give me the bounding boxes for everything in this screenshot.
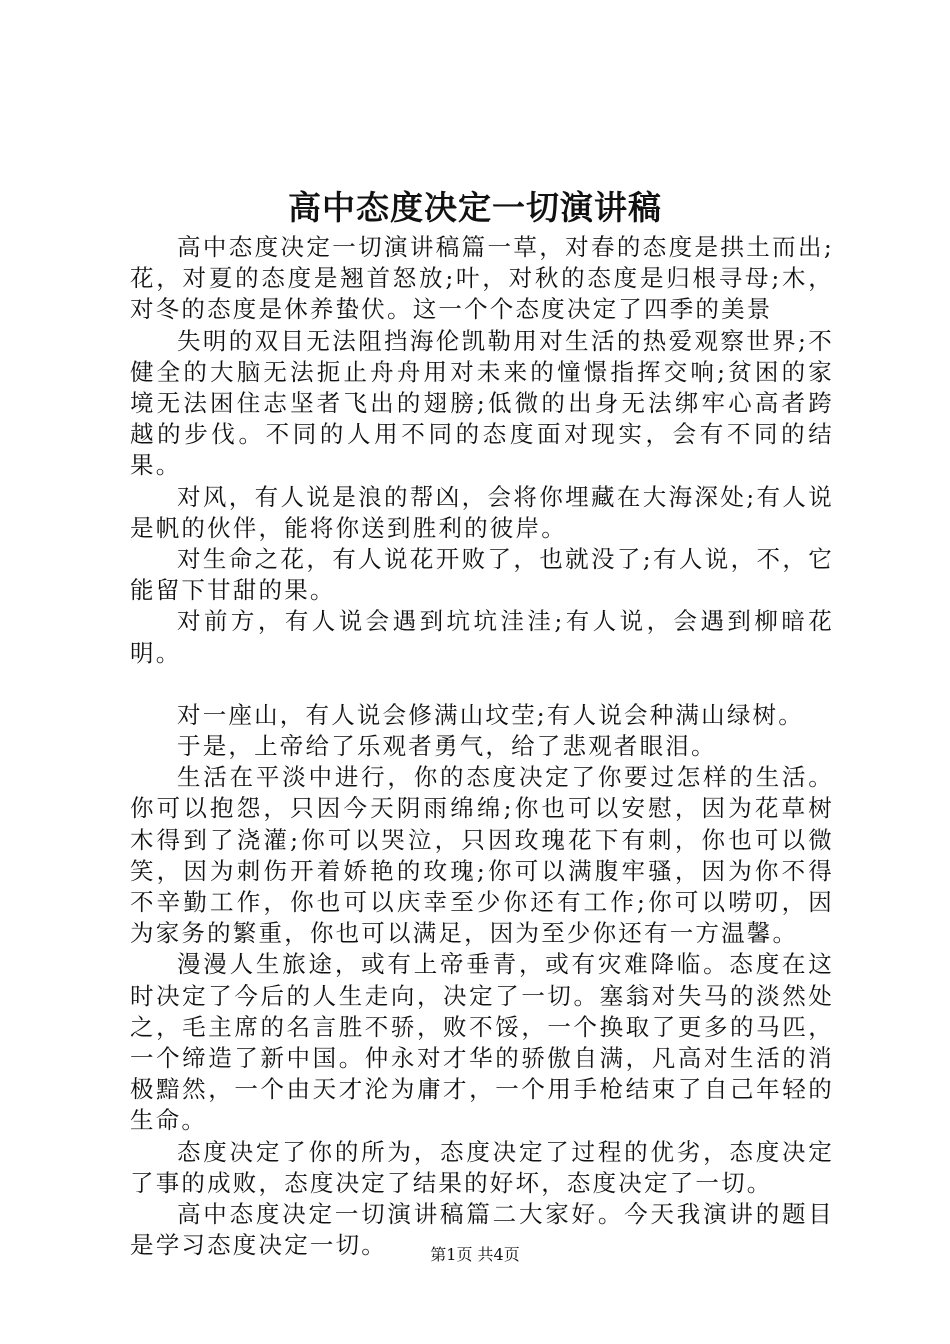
paragraph: 对前方，有人说会遇到坑坑洼洼;有人说，会遇到柳暗花明。: [130, 607, 834, 667]
paragraph: 失明的双目无法阻挡海伦凯勒用对生活的热爱观察世界;不健全的大脑无法扼止舟舟用对未来的憧憬指挥交响;贫困的家境无法困住志坚者飞出的翅膀;低微的出身无法绑牢心高者跨越的步伐。不同的人用不同的态度面对现实，会有不同的结果。: [130, 326, 834, 480]
paragraph: 态度决定了你的所为，态度决定了过程的优劣，态度决定了事的成败，态度决定了结果的好坏，态度决定了一切。: [130, 1137, 834, 1197]
paragraph: 生活在平淡中进行，你的态度决定了你要过怎样的生活。你可以抱怨，只因今天阴雨绵绵;你也可以安慰，因为花草树木得到了浇灌;你可以哭泣，只因玫瑰花下有刺，你也可以微笑，因为刺伤开着娇艳的玫瑰;你可以满腹牢骚，因为你不得不辛勤工作，你也可以庆幸至少你还有工作;你可以唠叨，因为家务的繁重，你也可以满足，因为至少你还有一方温馨。: [130, 763, 834, 948]
paragraph: 对生命之花，有人说花开败了，也就没了;有人说，不，它能留下甘甜的果。: [130, 545, 834, 605]
paragraph: 对风，有人说是浪的帮凶，会将你埋藏在大海深处;有人说是帆的伙伴，能将你送到胜利的彼岸。: [130, 482, 834, 542]
paragraph: 高中态度决定一切演讲稿篇二大家好。今天我演讲的题目是学习态度决定一切。: [130, 1200, 834, 1260]
paragraph: 对一座山，有人说会修满山坟茔;有人说会种满山绿树。: [177, 700, 804, 729]
document-body: [130, 232, 834, 1262]
page-footer: 第1页 共4页: [430, 1245, 520, 1264]
paragraph: 漫漫人生旅途，或有上帝垂青，或有灾难降临。态度在这时决定了今后的人生走向，决定了一切。塞翁对失马的淡然处之，毛主席的名言胜不骄，败不馁，一个换取了更多的马匹，一个缔造了新中国。仲永对才华的骄傲自满，凡高对生活的消极黯然，一个由天才沦为庸才，一个用手枪结束了自己年轻的生命。: [130, 950, 834, 1135]
paragraph: 于是，上帝给了乐观者勇气，给了悲观者眼泪。: [177, 732, 717, 761]
paragraph: 高中态度决定一切演讲稿篇一草，对春的态度是拱土而出;花，对夏的态度是翘首怒放;叶，对秋的态度是归根寻母;木，对冬的态度是休养蛰伏。这一个个态度决定了四季的美景: [130, 233, 834, 324]
document-title: 高中态度决定一切演讲稿: [288, 188, 662, 227]
